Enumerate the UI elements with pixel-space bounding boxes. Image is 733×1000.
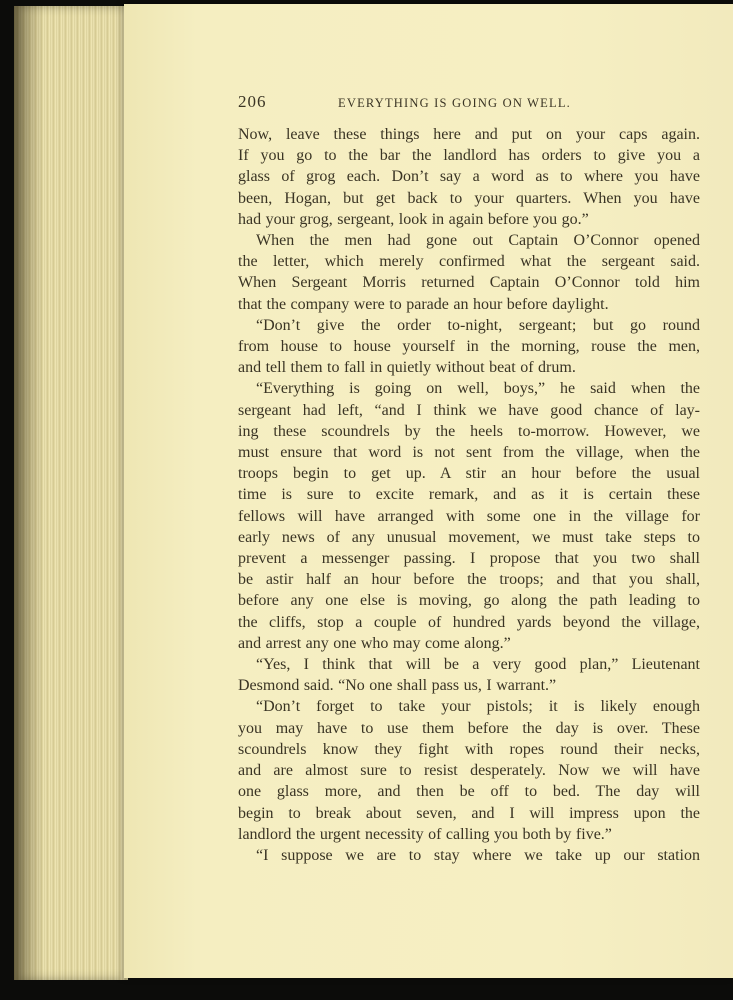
text-line: been, Hogan, but get back to your quarters. When you have [238, 189, 700, 207]
text-line: When the men had gone out Captain O’Connor opened [256, 232, 700, 250]
text-line: fellows will have arranged with some one in the village for [238, 507, 700, 525]
text-line: “Don’t forget to take your pistols; it is likely enough [256, 698, 700, 716]
running-head [238, 92, 700, 116]
text-line: ing these scoundrels by the heels to-morrow. However, we [238, 422, 700, 440]
text-line: and are almost sure to resist desperately. Now we will have [238, 762, 700, 780]
text-line: “Everything is going on well, boys,” he said when the [256, 380, 700, 398]
text-line: must ensure that word is not sent from the village, when the [238, 444, 700, 462]
text-line: When Sergeant Morris returned Captain O’Connor told him [238, 274, 700, 292]
text-line: landlord the urgent necessity of calling you both by five.” [238, 825, 612, 843]
text-line: begin to break about seven, and I will impress upon the [238, 804, 700, 822]
text-line: prevent a messenger passing. I propose that you two shall [238, 550, 700, 568]
text-line: from house to house yourself in the morning, rouse the men, [238, 338, 700, 356]
page-number: 206 [238, 92, 267, 111]
page-text-block [238, 92, 700, 866]
text-line: scoundrels know they fight with ropes round their necks, [238, 740, 700, 758]
body-text [238, 124, 700, 866]
text-line: one glass more, and then be off to bed. The day will [238, 783, 700, 801]
text-line: be astir half an hour before the troops; and that you shall, [238, 571, 700, 589]
text-line: the cliffs, stop a couple of hundred yards beyond the village, [238, 613, 700, 631]
text-line: “Don’t give the order to-night, sergeant; but go round [256, 316, 700, 334]
text-line: you may have to use them before the day is over. These [238, 719, 700, 737]
text-line: had your grog, sergeant, look in again before you go.” [238, 210, 589, 228]
text-line: Desmond said. “No one shall pass us, I warrant.” [238, 677, 557, 695]
binding-shadow [14, 6, 44, 980]
book-page [124, 4, 733, 978]
text-line: troops begin to get up. A stir an hour before the usual [238, 465, 700, 483]
text-line: before any one else is moving, go along the path leading to [238, 592, 700, 610]
text-line: that the company were to parade an hour before daylight. [238, 295, 609, 313]
text-line: time is sure to excite remark, and as it is certain these [238, 486, 700, 504]
text-line: early news of any unusual movement, we must take steps to [238, 528, 700, 546]
running-title: EVERYTHING IS GOING ON WELL. [338, 96, 571, 110]
text-line: Now, leave these things here and put on your caps again. [238, 126, 700, 143]
text-line: sergeant had left, “and I think we have good chance of lay- [238, 401, 700, 419]
text-line: the letter, which merely confirmed what the sergeant said. [238, 253, 700, 271]
text-line: glass of grog each. Don’t say a word as to where you have [238, 168, 700, 186]
text-line: and tell them to fall in quietly without beat of drum. [238, 359, 576, 377]
text-line: “Yes, I think that will be a very good plan,” Lieutenant [256, 656, 700, 674]
text-line: If you go to the bar the landlord has orders to give you a [238, 147, 700, 165]
text-line: and arrest any one who may come along.” [238, 634, 511, 652]
text-line: “I suppose we are to stay where we take up our station [256, 846, 700, 864]
